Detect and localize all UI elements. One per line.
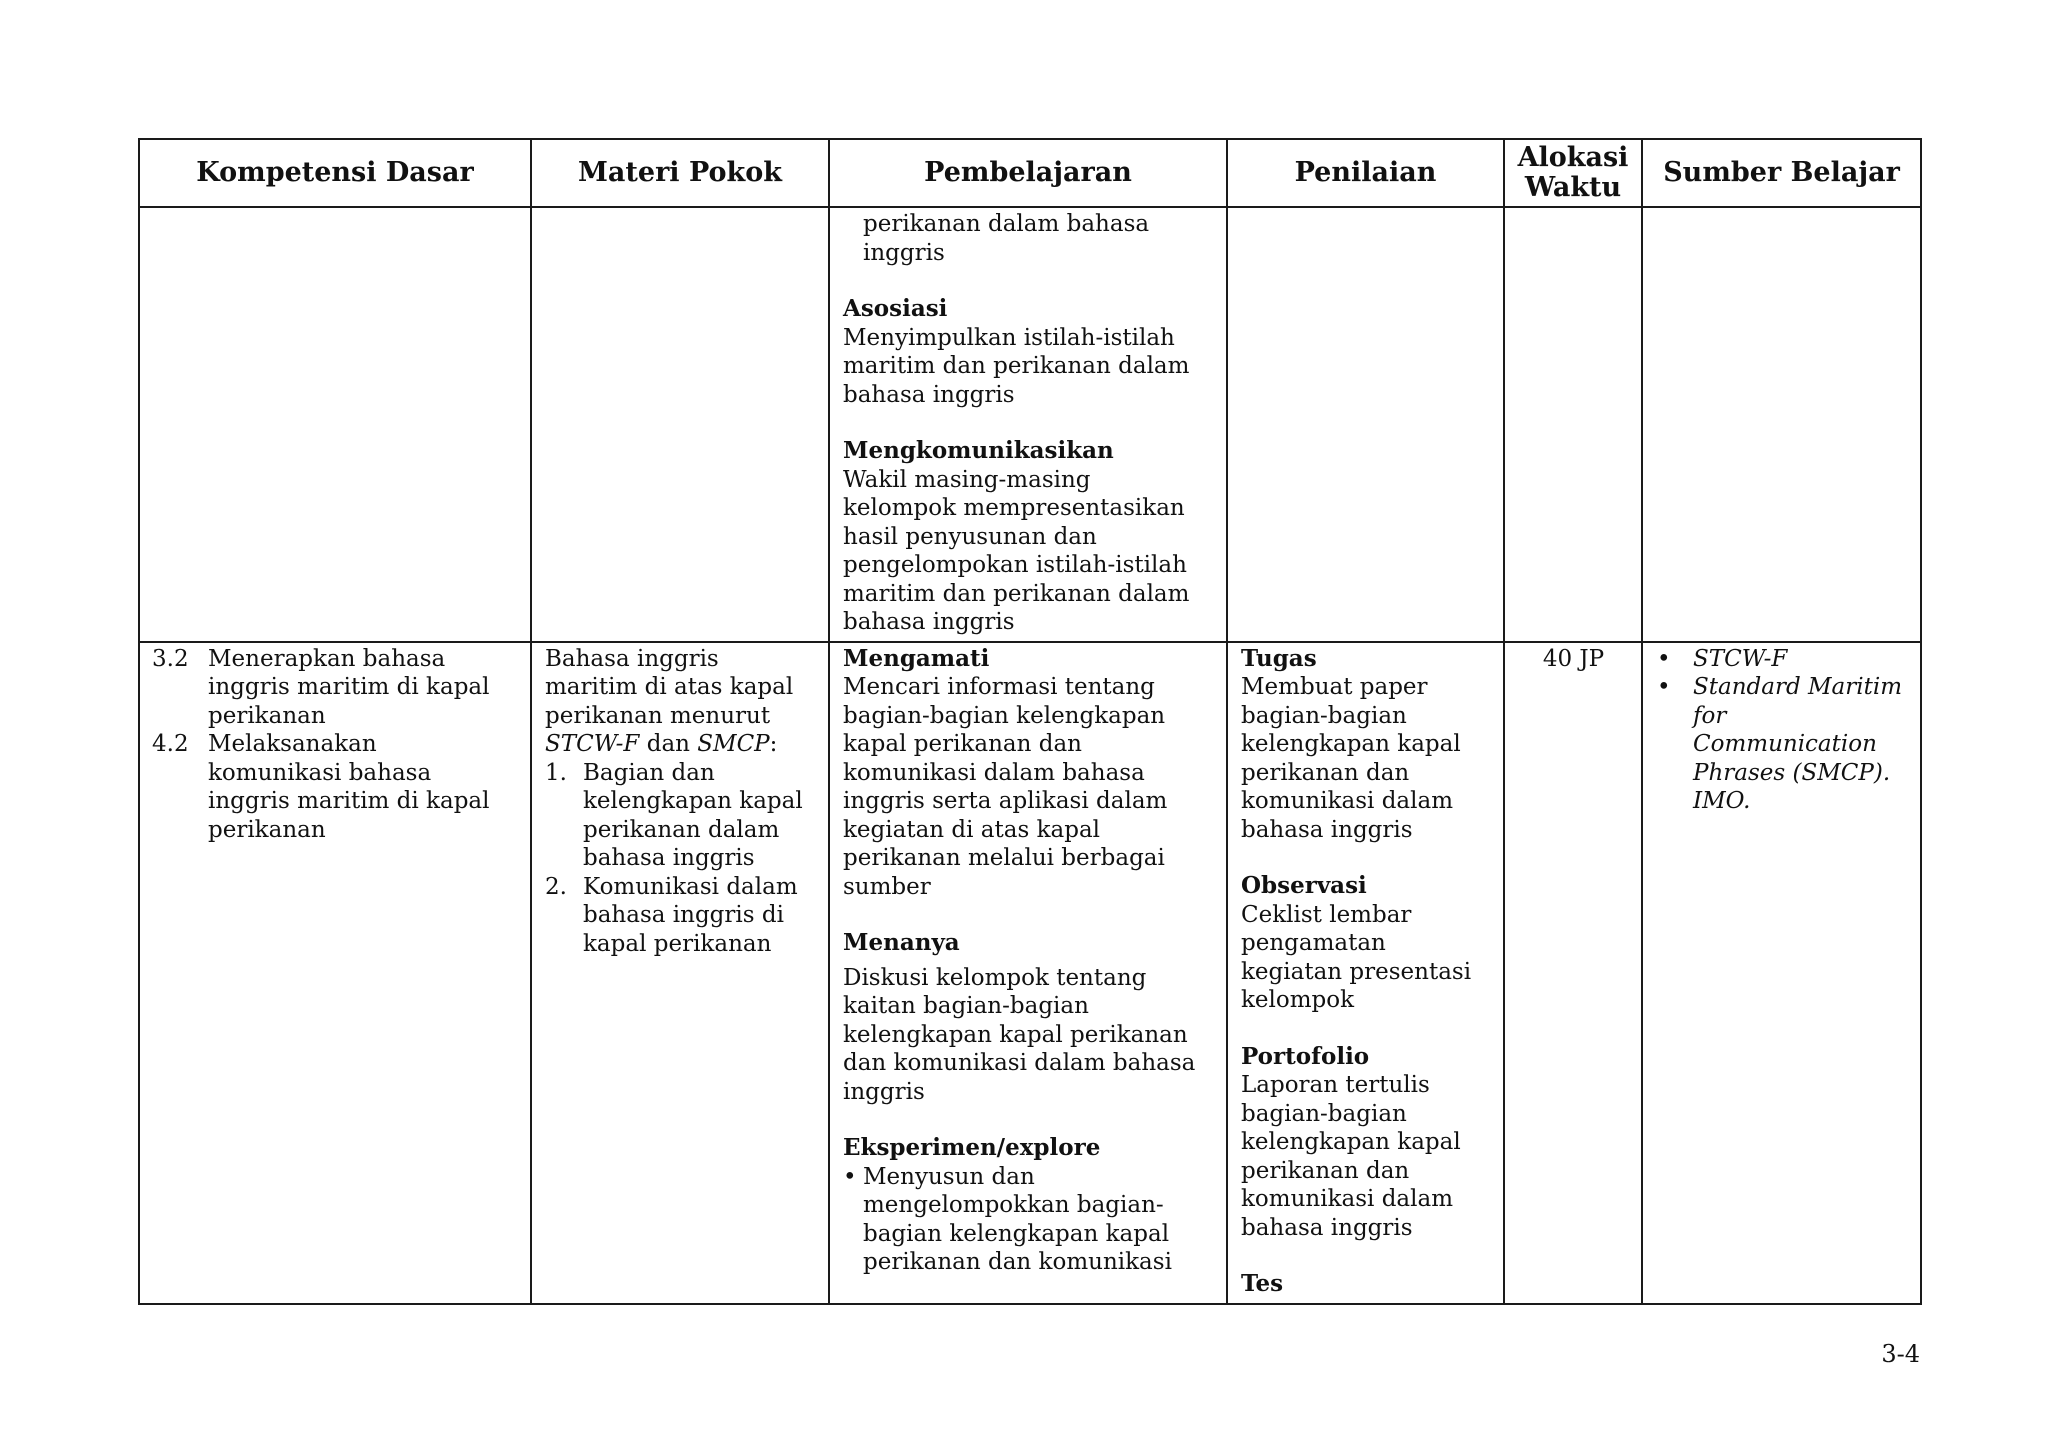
kd-number: 4.2 xyxy=(152,731,189,757)
sumber-item: • Standard Maritim for Communication Phrases (SMCP). IMO. xyxy=(1647,673,1908,816)
smcp-ref: SMCP xyxy=(697,731,770,757)
header-materi-pokok: Materi Pokok xyxy=(531,139,829,207)
header-penilaian: Penilaian xyxy=(1227,139,1504,207)
kd-item xyxy=(152,645,518,731)
table-row xyxy=(139,207,1921,642)
eksperimen-bullet-item: • Menyusun dan mengelompokkan bagian- bagian kelengkapan kapal perikanan dan komunikasi xyxy=(843,1163,1172,1275)
header-row xyxy=(139,139,1921,207)
kd-text: inggris maritim di kapal xyxy=(208,788,490,814)
continued-text-line: perikanan dalam bahasa xyxy=(863,211,1150,237)
table-row xyxy=(139,642,1921,1304)
cell-kd-row1 xyxy=(139,207,531,642)
materi-intro: maritim di atas kapal xyxy=(545,674,794,700)
syllabus-table xyxy=(138,138,1922,1305)
mengkomunikasikan-text: hasil penyusunan dan xyxy=(843,523,1097,550)
bullet-icon: • xyxy=(1657,645,1671,672)
cell-penilaian-row1 xyxy=(1227,207,1504,642)
cell-penilaian-row2: Tugas Membuat paper bagian-bagian kelengkapan kapal perikanan dan komunikasi dalam bahasa inggris Observasi Ceklist lembar pengamatan kegiatan presentasi kelompok Portofolio Laporan tertulis bagian-bagian kelengkapan kapal perikanan dan komunikasi dalam bahasa inggris Tes xyxy=(1227,642,1504,1304)
asosiasi-text: Menyimpulkan istilah-istilah xyxy=(843,324,1175,351)
page-number: 3-4 xyxy=(1881,1340,1920,1368)
cell-pembelajaran-row2: Mengamati Mencari informasi tentang bagian-bagian kelengkapan kapal perikanan dan komunikasi dalam bahasa inggris serta aplikasi dalam kegiatan di atas kapal perikanan melalui berbagai sumber Menanya Diskusi kelompok tentang kaitan bagian-bagian kelengkapan kapal perikanan dan komunikasi dalam bahasa inggris Eksperimen/explore • Menyusun dan mengelompokkan bagian- bagian kelengkapan kapal perikanan dan komunikasi xyxy=(829,642,1227,1304)
stcw-ref: STCW-F xyxy=(545,731,640,757)
kd-text: Melaksanakan xyxy=(208,731,377,757)
header-kompetensi-dasar: Kompetensi Dasar xyxy=(139,139,531,207)
mengkomunikasikan-text: maritim dan perikanan dalam xyxy=(843,580,1190,607)
materi-list-item: 2. Komunikasi dalam bahasa inggris di kapal perikanan xyxy=(545,873,798,957)
cell-alokasi-row1 xyxy=(1504,207,1642,642)
mengkomunikasikan-text: pengelompokan istilah-istilah xyxy=(843,552,1187,578)
kd-number: 3.2 xyxy=(152,645,189,672)
asosiasi-text: maritim dan perikanan dalam xyxy=(843,353,1190,379)
mengkomunikasikan-text: Wakil masing-masing xyxy=(843,466,1091,493)
kd-text: komunikasi bahasa xyxy=(208,759,432,786)
kd-text: perikanan xyxy=(208,816,326,843)
mengkomunikasikan-text: kelompok mempresentasikan xyxy=(843,495,1185,521)
header-alokasi-line2: Waktu xyxy=(1524,172,1622,203)
mengkomunikasikan-heading: Mengkomunikasikan xyxy=(843,437,1114,464)
materi-intro: Bahasa inggris xyxy=(545,645,719,672)
cell-sumber-row1 xyxy=(1642,207,1921,642)
cell-pembelajaran-row1 xyxy=(829,207,1227,642)
header-alokasi-line1: Alokasi xyxy=(1517,142,1629,173)
kd-text: perikanan xyxy=(208,702,326,729)
continued-text-line: inggris xyxy=(863,239,945,266)
sumber-item: • STCW-F xyxy=(1647,645,1908,674)
header-sumber-belajar: Sumber Belajar xyxy=(1642,139,1921,207)
bullet-icon: • xyxy=(1657,674,1671,700)
mengamati-heading: Mengamati xyxy=(843,644,990,672)
tugas-heading: Tugas xyxy=(1241,644,1317,672)
asosiasi-heading: Asosiasi xyxy=(843,295,948,322)
kd-text: Menerapkan bahasa xyxy=(208,645,446,672)
header-alokasi-waktu xyxy=(1504,139,1642,207)
cell-alokasi-row2: 40 JP xyxy=(1504,642,1642,1304)
materi-intro: perikanan menurut xyxy=(545,702,771,729)
cell-sumber-row2 xyxy=(1642,642,1921,1304)
kd-item xyxy=(152,730,518,844)
eksperimen-heading: Eksperimen/explore xyxy=(843,1134,1101,1161)
asosiasi-text: bahasa inggris xyxy=(843,381,1015,408)
materi-list-item: 1. Bagian dan kelengkapan kapal perikanan dalam bahasa inggris xyxy=(545,759,803,871)
observasi-heading: Observasi xyxy=(1241,872,1367,899)
materi-intro-refs: STCW-F dan SMCP: xyxy=(545,731,778,757)
bullet-icon: • xyxy=(843,1163,857,1190)
list-number: 2. xyxy=(545,873,567,900)
list-number: 1. xyxy=(545,759,567,786)
cell-materi-row2 xyxy=(531,642,829,1304)
menanya-heading: Menanya xyxy=(843,929,960,956)
cell-materi-row1 xyxy=(531,207,829,642)
header-pembelajaran: Pembelajaran xyxy=(829,139,1227,207)
portofolio-heading: Portofolio xyxy=(1241,1042,1370,1070)
tes-heading: Tes xyxy=(1241,1270,1284,1297)
kd-text: inggris maritim di kapal xyxy=(208,674,490,700)
cell-kd-row2 xyxy=(139,642,531,1304)
mengkomunikasikan-text: bahasa inggris xyxy=(843,609,1015,635)
